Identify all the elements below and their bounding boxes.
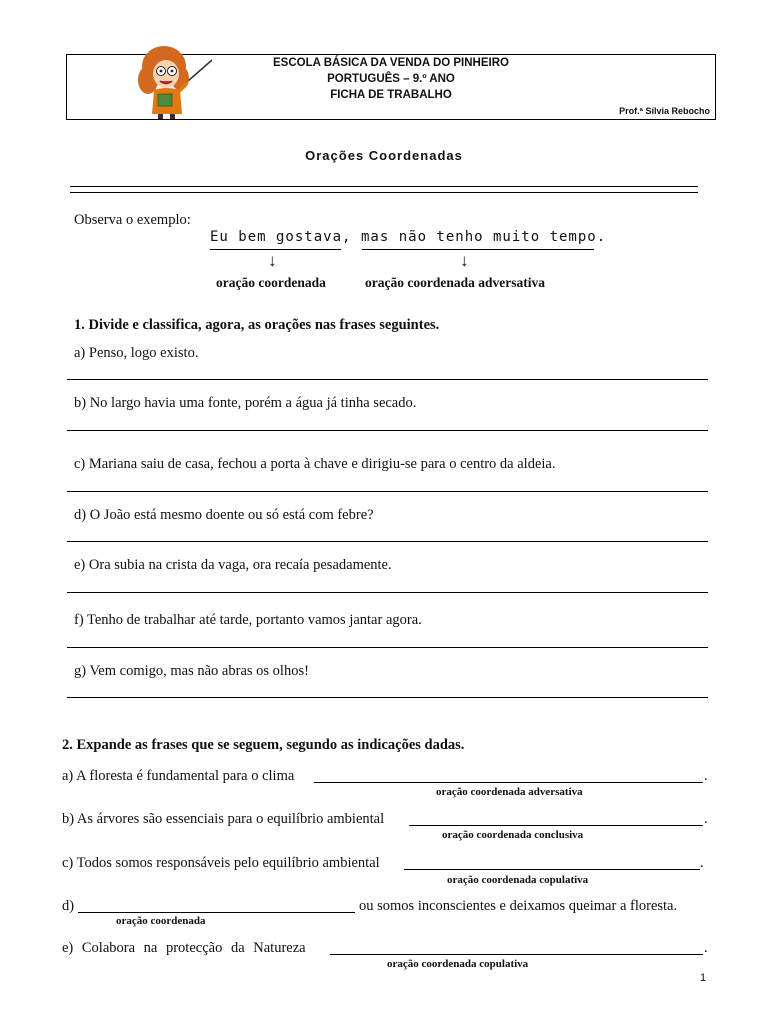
blank-hint: oração coordenada copulativa (387, 958, 529, 970)
answer-line[interactable] (67, 541, 708, 542)
sentence-end: . (704, 940, 708, 956)
example-intro: Observa o exemplo: (74, 212, 191, 228)
example-label-2: oração coordenada adversativa (365, 275, 545, 290)
teacher-cartoon-icon (130, 40, 214, 122)
sentence-end: . (704, 811, 708, 827)
fill-blank[interactable] (78, 912, 355, 913)
sentence-continuation: ou somos inconscientes e deixamos queimar a floresta. (359, 898, 678, 914)
example-clause-2: mas não tenho muito tempo. (361, 229, 607, 245)
exercise-2-item: e) Colabora na protecção da Natureza (62, 940, 306, 956)
fill-blank[interactable] (409, 825, 703, 826)
fill-blank[interactable] (314, 782, 703, 783)
arrow-down-icon: ↓ (460, 251, 469, 270)
exercise-1-instruction: 1. Divide e classifica, agora, as orações nas frases seguintes. (74, 317, 440, 333)
sentence-end: . (704, 768, 708, 784)
answer-line[interactable] (67, 430, 708, 431)
title-rule-bottom (70, 192, 698, 193)
fill-blank[interactable] (404, 869, 700, 870)
answer-line[interactable] (67, 491, 708, 492)
blank-hint: oração coordenada (116, 915, 206, 927)
answer-line[interactable] (67, 647, 708, 648)
blank-hint: oração coordenada conclusiva (442, 829, 584, 841)
sentence-end: . (700, 855, 704, 871)
teacher-name: Prof.ª Sílvia Rebocho (619, 106, 710, 116)
exercise-1-item: f) Tenho de trabalhar até tarde, portanto vamos jantar agora. (74, 612, 422, 628)
example-label-1: oração coordenada (216, 275, 326, 290)
answer-line[interactable] (67, 697, 708, 698)
exercise-1-item: c) Mariana saiu de casa, fechou a porta à chave e dirigiu-se para o centro da aldeia. (74, 456, 556, 472)
exercise-1-item: e) Ora subia na crista da vaga, ora recaía pesadamente. (74, 557, 392, 573)
page-title: Orações Coordenadas (305, 148, 463, 163)
exercise-1-item: b) No largo havia uma fonte, porém a água já tinha secado. (74, 395, 417, 411)
exercise-1-item: d) O João está mesmo doente ou só está com febre? (74, 507, 374, 523)
blank-hint: oração coordenada copulativa (447, 874, 589, 886)
exercise-2-item: a) A floresta é fundamental para o clima (62, 768, 295, 784)
example-underline-1 (210, 249, 341, 250)
sheet-type: FICHA DE TRABALHO (330, 89, 452, 101)
page-number: 1 (700, 972, 707, 984)
exercise-1-item: g) Vem comigo, mas não abras os olhos! (74, 663, 309, 679)
exercise-2-item: c) Todos somos responsáveis pelo equilíbrio ambiental (62, 855, 380, 871)
exercise-2-instruction: 2. Expande as frases que se seguem, segundo as indicações dadas. (62, 737, 465, 753)
answer-line[interactable] (67, 592, 708, 593)
fill-blank[interactable] (330, 954, 703, 955)
example-underline-2 (362, 249, 594, 250)
subject-line: PORTUGUÊS – 9.º ANO (327, 73, 455, 85)
example-clause-1: Eu bem gostava, (210, 229, 352, 245)
blank-hint: oração coordenada adversativa (436, 786, 583, 798)
title-rule-top (70, 186, 698, 187)
exercise-2-item: b) As árvores são essenciais para o equilíbrio ambiental (62, 811, 385, 827)
exercise-2-item: d) (62, 898, 75, 914)
school-name: ESCOLA BÁSICA DA VENDA DO PINHEIRO (273, 57, 509, 69)
exercise-1-item: a) Penso, logo existo. (74, 345, 199, 361)
arrow-down-icon: ↓ (268, 251, 277, 270)
answer-line[interactable] (67, 379, 708, 380)
